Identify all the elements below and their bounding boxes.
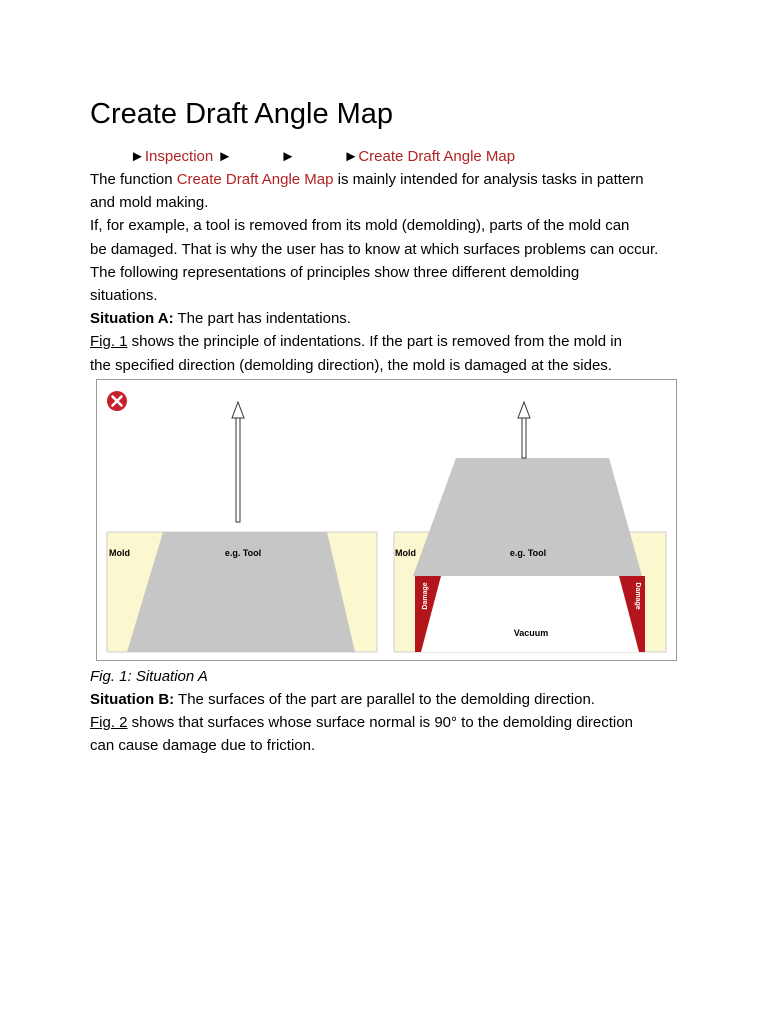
- vacuum-label: Vacuum: [513, 628, 549, 638]
- situation-a-label: Situation A:: [90, 310, 174, 328]
- right-panel: [394, 402, 666, 652]
- mold-label: Mold: [395, 548, 416, 558]
- error-icon: [107, 391, 127, 411]
- tool-label: e.g. Tool: [224, 548, 262, 558]
- page-title: Create Draft Angle Map: [90, 98, 394, 130]
- fig-1-reference[interactable]: Fig. 1: [90, 333, 128, 351]
- situation-b-line: [90, 711, 680, 734]
- figure-1: [96, 379, 677, 661]
- situation-b-line: can cause damage due to friction.: [90, 737, 316, 755]
- situation-a-line: the specified direction (demolding direction), the mold is damaged at the sides.: [90, 356, 612, 374]
- breadcrumb-arrow: ►: [280, 148, 296, 165]
- damage-label-left: Damage: [422, 582, 429, 610]
- fig-2-reference[interactable]: Fig. 2: [90, 714, 128, 732]
- situation-a-line: [90, 307, 680, 330]
- intro-line: be damaged. That is why the user has to know at which surfaces problems can occur.: [90, 240, 659, 258]
- demolding-direction-arrow: [232, 402, 244, 522]
- text: The part has indentations.: [173, 310, 351, 328]
- mold-label: Mold: [109, 548, 130, 558]
- intro-line: The following representations of principles show three different demolding: [90, 263, 580, 281]
- figure-1-drawing: [97, 380, 678, 662]
- text: is mainly intended for analysis tasks in pattern: [333, 171, 644, 188]
- breadcrumb-arrow: ►: [217, 148, 233, 165]
- text: The surfaces of the part are parallel to the demolding direction.: [174, 691, 595, 708]
- situation-b-label: Situation B:: [90, 691, 175, 708]
- function-link[interactable]: Create Draft Angle Map: [176, 171, 334, 188]
- breadcrumb-item-create-draft-angle-map[interactable]: Create Draft Angle Map: [358, 148, 516, 165]
- damage-label-right: Damage: [634, 582, 641, 610]
- tool-shape: [413, 458, 642, 576]
- situation-b-line: [90, 688, 680, 711]
- vacuum-cavity: [415, 576, 643, 652]
- intro-paragraph: [90, 168, 680, 377]
- figure-1-caption: Fig. 1: Situation A: [90, 668, 208, 685]
- tool-label: e.g. Tool: [509, 548, 547, 558]
- situation-a-line: [90, 330, 680, 353]
- intro-line: If, for example, a tool is removed from its mold (demolding), parts of the mold can: [90, 217, 630, 235]
- demolding-direction-arrow: [518, 402, 530, 458]
- breadcrumb: [130, 146, 515, 168]
- text: shows that surfaces whose surface normal is 90° to the demolding direction: [127, 714, 633, 732]
- intro-line: and mold making.: [90, 194, 209, 212]
- situation-b-paragraph: [90, 688, 680, 758]
- left-panel: [107, 402, 377, 652]
- intro-line: situations.: [90, 287, 158, 305]
- text: The function: [90, 171, 177, 188]
- breadcrumb-item-inspection[interactable]: Inspection: [144, 148, 214, 165]
- text: shows the principle of indentations. If the part is removed from the mold in: [127, 333, 622, 351]
- breadcrumb-arrow: ►: [130, 148, 145, 165]
- intro-line: [90, 168, 680, 191]
- breadcrumb-arrow: ►: [343, 148, 359, 165]
